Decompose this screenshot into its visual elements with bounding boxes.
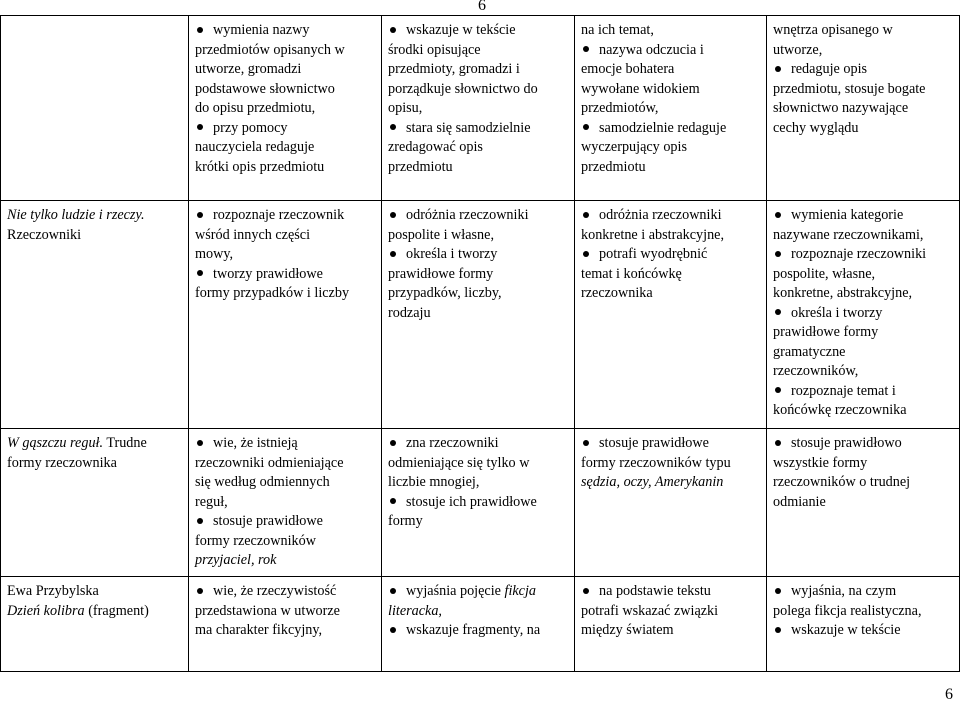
text-line: [773, 226, 953, 246]
line-text: liczbie mnogiej,: [388, 474, 480, 490]
grade-cell-1: [189, 16, 382, 201]
bullet-icon: [197, 588, 203, 594]
bullet-item: [388, 245, 568, 265]
text-line: [195, 621, 375, 641]
table-row: [1, 16, 960, 201]
line-tail-italic: fikcja: [504, 583, 537, 599]
line-text: potrafi wskazać związki: [581, 602, 719, 619]
line-text: opisu,: [388, 100, 423, 116]
line-text: odróżnia rzeczowniki: [599, 207, 722, 223]
text-line: [581, 284, 760, 304]
bullet-item: [388, 21, 568, 41]
bullet-icon: [390, 588, 396, 594]
text-line: [195, 41, 375, 61]
line-text: prawidłowe formy: [773, 324, 879, 340]
line-text: utworze, gromadzi: [195, 61, 302, 77]
line-text: wskazuje w tekście: [791, 622, 901, 638]
grade-cell-2: [382, 577, 575, 672]
bullet-icon: [390, 124, 396, 130]
line-text: samodzielnie redaguje: [599, 119, 727, 136]
line-text: formy rzeczowników: [195, 532, 316, 549]
bullet-item: [581, 582, 760, 602]
line-text: wyjaśnia, na czym: [791, 583, 897, 599]
line-text: rozpoznaje rzeczowniki: [791, 246, 927, 262]
bullet-icon: [197, 27, 203, 33]
line-text: redaguje opis: [791, 61, 868, 77]
bullet-item: [581, 434, 760, 454]
bullet-item: [388, 434, 568, 454]
line-text: krótki opis przedmiotu: [195, 158, 325, 175]
text-line: [195, 551, 375, 571]
line-text: wskazuje w tekście: [406, 22, 516, 38]
line-text: pospolite i własne,: [388, 226, 494, 243]
text-line: [581, 21, 760, 41]
text-line: [195, 602, 375, 622]
text-line: [581, 454, 760, 474]
grade-cell-2: [382, 429, 575, 577]
text-line: [388, 284, 568, 304]
text-line: [773, 80, 953, 100]
text-line: [195, 158, 375, 178]
text-line: [7, 206, 182, 226]
text-line: [388, 158, 568, 178]
line-text: literacka,: [388, 602, 442, 619]
line-text: na podstawie tekstu: [599, 583, 711, 599]
line-text: rzeczowników o trudnej: [773, 474, 911, 490]
bullet-item: [195, 119, 375, 139]
grade-cell-3: [575, 16, 767, 201]
text-line: [581, 158, 760, 178]
line-text: wie, że istnieją: [213, 435, 298, 451]
line-text: określa i tworzy: [406, 246, 498, 262]
text-line: [581, 99, 760, 119]
text-line: [773, 99, 953, 119]
text-line: [581, 602, 760, 622]
line-text: wśród innych części: [195, 226, 311, 243]
line-text: formy rzeczowników typu: [581, 454, 731, 471]
line-text: wszystkie formy: [773, 454, 868, 471]
grade-cell-1: [189, 577, 382, 672]
grade-cell-1: [189, 429, 382, 577]
bullet-item: [388, 621, 568, 641]
bullet-icon: [583, 46, 589, 52]
bullet-icon: [775, 627, 781, 633]
line-text: wnętrza opisanego w: [773, 22, 893, 38]
bullet-icon: [775, 212, 781, 218]
page-number-bottom: 6: [945, 686, 953, 703]
bullet-item: [388, 206, 568, 226]
bullet-icon: [583, 588, 589, 594]
line-text: formy: [388, 513, 423, 529]
text-line: [388, 60, 568, 80]
line-text: rzeczownika: [581, 285, 653, 301]
bullet-icon: [583, 212, 589, 218]
line-text: pospolite, własne,: [773, 265, 876, 282]
text-line: [773, 323, 953, 343]
text-line: [581, 621, 760, 641]
bullet-icon: [390, 212, 396, 218]
bullet-icon: [197, 270, 203, 276]
text-line: [388, 99, 568, 119]
grade-cell-3: [575, 201, 767, 429]
bullet-icon: [390, 440, 396, 446]
text-line: [195, 226, 375, 246]
text-line: [773, 265, 953, 285]
bullet-icon: [390, 251, 396, 257]
line-text: prawidłowe formy: [388, 265, 494, 282]
line-text: odmieniające się tylko w: [388, 454, 530, 471]
line-text: rozpoznaje temat i: [791, 382, 896, 399]
line-text: gramatyczne: [773, 343, 846, 360]
bullet-item: [195, 265, 375, 285]
text-line: [195, 473, 375, 493]
line-tail: (fragment): [84, 602, 149, 619]
line-text: przedmiotu, stosuje bogate: [773, 80, 926, 97]
bullet-item: [773, 60, 953, 80]
grade-cell-4: [767, 16, 960, 201]
line-text: konkretne i abstrakcyjne,: [581, 226, 725, 243]
text-line: [581, 265, 760, 285]
line-text: na ich temat,: [581, 22, 654, 38]
bullet-item: [581, 245, 760, 265]
line-text: do opisu przedmiotu,: [195, 100, 316, 116]
line-text: rodzaju: [388, 304, 431, 321]
grade-cell-3: [575, 577, 767, 672]
topic-cell: [1, 577, 189, 672]
text-line: [388, 454, 568, 474]
line-text: nauczyciela redaguje: [195, 139, 315, 155]
bullet-icon: [775, 440, 781, 446]
text-line: [195, 493, 375, 513]
bullet-item: [773, 434, 953, 454]
line-text: temat i końcówkę: [581, 265, 682, 282]
requirements-table: [0, 15, 960, 672]
line-text: utworze,: [773, 41, 823, 58]
line-text: wymienia kategorie: [791, 207, 904, 223]
bullet-item: [195, 206, 375, 226]
table-row: [1, 201, 960, 429]
line-text: Rzeczowniki: [7, 226, 82, 243]
text-line: [773, 119, 953, 139]
line-text: rzeczowników,: [773, 363, 859, 379]
bullet-item: [195, 512, 375, 532]
line-text: polega fikcja realistyczna,: [773, 602, 922, 619]
line-text: przedmiotów,: [581, 100, 659, 116]
text-line: [581, 226, 760, 246]
text-line: [581, 60, 760, 80]
bullet-icon: [775, 251, 781, 257]
text-line: [7, 226, 182, 246]
bullet-item: [773, 621, 953, 641]
text-line: [773, 362, 953, 382]
bullet-item: [581, 41, 760, 61]
text-line: [7, 582, 182, 602]
text-line: [388, 226, 568, 246]
line-text: odmianie: [773, 493, 826, 510]
text-line: [195, 532, 375, 552]
text-line: [388, 138, 568, 158]
text-line: [388, 304, 568, 324]
text-line: [773, 602, 953, 622]
line-text: tworzy prawidłowe: [213, 265, 323, 282]
line-text: stara się samodzielnie: [406, 119, 531, 136]
line-text: konkretne, abstrakcyjne,: [773, 285, 913, 301]
text-line: [773, 21, 953, 41]
line-text: sędzia, oczy, Amerykanin: [581, 474, 724, 490]
line-text: nazywa odczucia i: [599, 41, 704, 58]
table-row: [1, 429, 960, 577]
bullet-icon: [390, 627, 396, 633]
grade-cell-2: [382, 201, 575, 429]
line-text: przedmiotu: [581, 158, 646, 175]
bullet-item: [773, 206, 953, 226]
bullet-icon: [775, 588, 781, 594]
bullet-item: [773, 245, 953, 265]
line-text: się według odmiennych: [195, 474, 330, 490]
text-line: [195, 284, 375, 304]
bullet-icon: [390, 498, 396, 504]
text-line: [773, 473, 953, 493]
bullet-icon: [390, 27, 396, 33]
text-line: [195, 454, 375, 474]
line-text: środki opisujące: [388, 41, 481, 58]
line-text: końcówkę rzeczownika: [773, 402, 907, 418]
bullet-item: [773, 582, 953, 602]
text-line: [773, 401, 953, 421]
text-line: [388, 602, 568, 622]
text-line: [7, 602, 182, 622]
text-line: [7, 454, 182, 474]
bullet-item: [581, 119, 760, 139]
text-line: [773, 343, 953, 363]
page-number-top: 6: [478, 0, 486, 14]
bullet-icon: [775, 309, 781, 315]
bullet-item: [388, 119, 568, 139]
line-text: potrafi wyodrębnić: [599, 246, 708, 262]
line-text: rozpoznaje rzeczownik: [213, 207, 345, 223]
line-text: W gąszczu reguł.: [7, 435, 104, 451]
text-line: [581, 473, 760, 493]
line-text: zna rzeczowniki: [406, 435, 499, 451]
grade-cell-2: [382, 16, 575, 201]
line-text: stosuje prawidłowe: [213, 513, 323, 529]
line-text: emocje bohatera: [581, 61, 675, 77]
line-text: przedmioty, gromadzi i: [388, 61, 520, 77]
line-text: ma charakter fikcyjny,: [195, 622, 323, 638]
bullet-icon: [197, 124, 203, 130]
line-text: przyjaciel, rok: [195, 552, 277, 568]
topic-cell: [1, 429, 189, 577]
bullet-item: [388, 582, 568, 602]
line-text: przedstawiona w utworze: [195, 602, 340, 619]
line-text: reguł,: [195, 493, 228, 510]
topic-cell: [1, 201, 189, 429]
line-text: określa i tworzy: [791, 304, 883, 321]
line-text: rzeczowniki odmieniające: [195, 454, 344, 471]
line-text: stosuje prawidłowe: [599, 435, 709, 451]
grade-cell-3: [575, 429, 767, 577]
bullet-icon: [197, 212, 203, 218]
bullet-item: [773, 304, 953, 324]
text-line: [388, 473, 568, 493]
bullet-icon: [583, 440, 589, 446]
text-line: [388, 512, 568, 532]
line-text: odróżnia rzeczowniki: [406, 207, 529, 223]
text-line: [581, 80, 760, 100]
line-text: podstawowe słownictwo: [195, 80, 335, 97]
text-line: [195, 99, 375, 119]
line-text: zredagować opis: [388, 139, 483, 155]
bullet-item: [195, 21, 375, 41]
line-text: wie, że rzeczywistość: [213, 583, 337, 599]
bullet-icon: [197, 518, 203, 524]
bullet-icon: [197, 440, 203, 446]
line-text: porządkuje słownictwo do: [388, 80, 538, 97]
text-line: [773, 454, 953, 474]
bullet-item: [195, 582, 375, 602]
text-line: [388, 265, 568, 285]
text-line: [388, 41, 568, 61]
text-line: [773, 41, 953, 61]
line-text: stosuje ich prawidłowe: [406, 493, 537, 510]
line-text: słownictwo nazywające: [773, 100, 909, 116]
text-line: [195, 245, 375, 265]
line-text: formy rzeczownika: [7, 454, 117, 471]
bullet-item: [195, 434, 375, 454]
text-line: [195, 80, 375, 100]
topic-cell: [1, 16, 189, 201]
line-text: stosuje prawidłowo: [791, 435, 902, 451]
bullet-icon: [775, 387, 781, 393]
text-line: [195, 138, 375, 158]
line-text: przy pomocy: [213, 119, 288, 136]
line-text: wskazuje fragmenty, na: [406, 622, 541, 638]
grade-cell-4: [767, 201, 960, 429]
text-line: [388, 80, 568, 100]
bullet-icon: [583, 124, 589, 130]
bullet-icon: [583, 251, 589, 257]
grade-cell-4: [767, 577, 960, 672]
table-body: [1, 16, 960, 672]
bullet-item: [581, 206, 760, 226]
text-line: [581, 138, 760, 158]
line-text: przypadków, liczby,: [388, 285, 502, 301]
line-text: między światem: [581, 622, 674, 638]
text-line: [195, 60, 375, 80]
line-text: formy przypadków i liczby: [195, 285, 350, 301]
line-text: Nie tylko ludzie i rzeczy.: [7, 207, 145, 223]
line-tail: Trudne: [103, 435, 147, 451]
line-text: przedmiotu: [388, 158, 453, 175]
bullet-item: [388, 493, 568, 513]
text-line: [773, 493, 953, 513]
grade-cell-4: [767, 429, 960, 577]
line-text: Dzień kolibra: [7, 602, 85, 619]
text-line: [773, 284, 953, 304]
bullet-icon: [775, 66, 781, 72]
bullet-item: [773, 382, 953, 402]
line-text: wywołane widokiem: [581, 80, 700, 97]
line-text: mowy,: [195, 246, 234, 262]
line-text: wymienia nazwy: [213, 22, 310, 38]
table-row: [1, 577, 960, 672]
line-text: Ewa Przybylska: [7, 583, 99, 599]
line-text: wyczerpujący opis: [581, 139, 687, 155]
line-text: przedmiotów opisanych w: [195, 41, 345, 58]
text-line: [7, 434, 182, 454]
line-text: cechy wyglądu: [773, 119, 859, 136]
grade-cell-1: [189, 201, 382, 429]
line-text: nazywane rzeczownikami,: [773, 226, 924, 243]
line-text: wyjaśnia pojęcie: [406, 583, 505, 599]
